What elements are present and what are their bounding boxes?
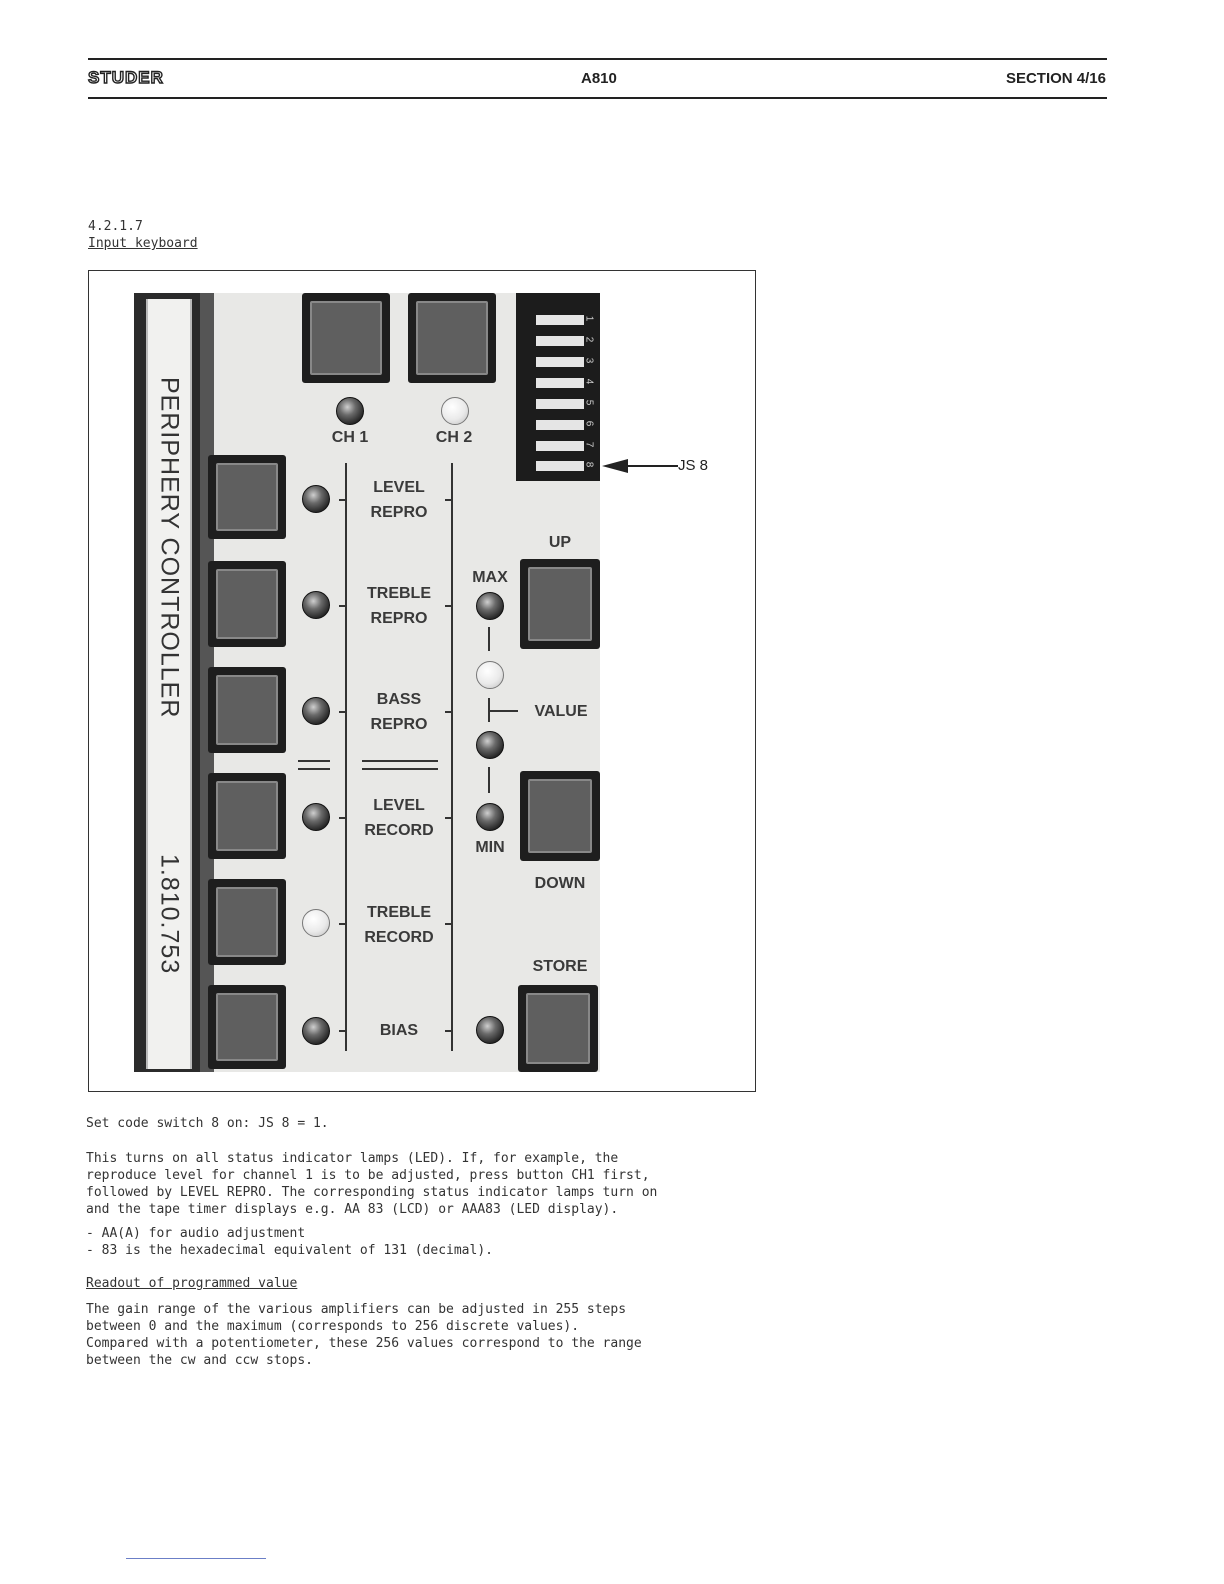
label-level-repro-line1: LEVEL bbox=[373, 479, 425, 496]
label-treble-repro bbox=[348, 581, 450, 631]
down-button[interactable] bbox=[520, 771, 600, 861]
dip-switch-8[interactable] bbox=[536, 461, 584, 471]
separator-left-2 bbox=[298, 768, 330, 770]
js8-arrow-head bbox=[602, 459, 628, 473]
para2-line4: between the cw and ccw stops. bbox=[86, 1353, 313, 1368]
value-led-2 bbox=[476, 661, 504, 689]
value-led-max bbox=[476, 592, 504, 620]
level-repro-led bbox=[302, 485, 330, 513]
ch1-label: CH 1 bbox=[331, 429, 369, 446]
heading-number: 4.2.1.7 bbox=[88, 219, 143, 234]
scale-line-1 bbox=[488, 627, 490, 651]
ch2-label: CH 2 bbox=[435, 429, 473, 446]
keyboard-photo bbox=[134, 293, 600, 1072]
label-treble-repro-line2: REPRO bbox=[370, 610, 428, 627]
heading-title: Input keyboard bbox=[88, 236, 198, 251]
dip-number-8: 8 bbox=[583, 461, 595, 468]
right-guide-line bbox=[451, 463, 453, 1051]
code-switch-js bbox=[516, 293, 600, 481]
bias-button[interactable] bbox=[208, 985, 286, 1069]
subheading-readout: Readout of programmed value bbox=[86, 1276, 298, 1291]
dip-number-3: 3 bbox=[583, 357, 595, 364]
scale-min-label: MIN bbox=[475, 839, 505, 856]
js8-callout-label: JS 8 bbox=[678, 457, 709, 474]
treble-repro-button[interactable] bbox=[208, 561, 286, 647]
value-led-min bbox=[476, 803, 504, 831]
store-button[interactable] bbox=[518, 985, 598, 1072]
treble-record-button[interactable] bbox=[208, 879, 286, 965]
dip-switch-6[interactable] bbox=[536, 420, 584, 430]
tick-treble-record-left bbox=[339, 923, 347, 925]
dip-switch-3[interactable] bbox=[536, 357, 584, 367]
value-led-3 bbox=[476, 731, 504, 759]
dip-switch-1[interactable] bbox=[536, 315, 584, 325]
scale-max-label: MAX bbox=[472, 569, 508, 586]
level-repro-button[interactable] bbox=[208, 455, 286, 539]
scale-line-3 bbox=[488, 767, 490, 793]
label-treble-record bbox=[348, 900, 450, 950]
treble-repro-led bbox=[302, 591, 330, 619]
value-pointer bbox=[488, 710, 518, 712]
up-button[interactable] bbox=[520, 559, 600, 649]
label-level-record-line2: RECORD bbox=[364, 822, 434, 839]
para1-line4: and the tape timer displays e.g. AA 83 (LCD) or AAA83 (LED display). bbox=[86, 1202, 619, 1217]
label-card-title: PERIPHERY CONTROLLER bbox=[155, 377, 184, 719]
dip-number-4: 4 bbox=[583, 378, 595, 385]
para1-line3: followed by LEVEL REPRO. The corresponding status indicator lamps turn on bbox=[86, 1185, 658, 1200]
down-label: DOWN bbox=[534, 875, 586, 892]
label-bass-repro-line2: REPRO bbox=[370, 716, 428, 733]
label-level-record-line1: LEVEL bbox=[373, 797, 425, 814]
value-label: VALUE bbox=[534, 703, 588, 720]
section-number: SECTION 4/16 bbox=[1005, 70, 1106, 87]
para1-line2: reproduce level for channel 1 is to be adjusted, press button CH1 first, bbox=[86, 1168, 650, 1183]
paragraph-gain-range bbox=[86, 1301, 796, 1369]
bullet-hexadecimal: - 83 is the hexadecimal equivalent of 131 (decimal). bbox=[86, 1243, 493, 1258]
level-record-led bbox=[302, 803, 330, 831]
label-treble-record-line2: RECORD bbox=[364, 929, 434, 946]
label-treble-repro-line1: TREBLE bbox=[367, 585, 431, 602]
dip-switch-5[interactable] bbox=[536, 399, 584, 409]
para2-line3: Compared with a potentiometer, these 256 values correspond to the range bbox=[86, 1336, 642, 1351]
treble-record-led bbox=[302, 909, 330, 937]
separator-center-1 bbox=[362, 760, 438, 762]
store-led bbox=[476, 1016, 504, 1044]
ch2-button[interactable] bbox=[408, 293, 496, 383]
tick-level-record-left bbox=[339, 817, 347, 819]
dip-number-7: 7 bbox=[583, 441, 595, 448]
set-code-line: Set code switch 8 on: JS 8 = 1. bbox=[86, 1116, 329, 1131]
dip-number-1: 1 bbox=[583, 315, 595, 322]
tick-level-repro-left bbox=[339, 499, 347, 501]
dip-number-5: 5 bbox=[583, 399, 595, 406]
tick-bass-repro-left bbox=[339, 711, 347, 713]
footer-rule bbox=[126, 1558, 266, 1559]
bullet-audio-adjustment: - AA(A) for audio adjustment bbox=[86, 1226, 306, 1241]
dip-switch-4[interactable] bbox=[536, 378, 584, 388]
model-name: A810 bbox=[581, 70, 617, 87]
separator-center-2 bbox=[362, 768, 438, 770]
label-bias: BIAS bbox=[379, 1022, 419, 1039]
para2-line1: The gain range of the various amplifiers can be adjusted in 255 steps bbox=[86, 1302, 627, 1317]
label-card bbox=[146, 299, 192, 1069]
paragraph-status-lamps bbox=[86, 1150, 796, 1218]
dip-number-2: 2 bbox=[583, 336, 595, 343]
header-rule-top bbox=[88, 58, 1107, 60]
para1-line1: This turns on all status indicator lamps (LED). If, for example, the bbox=[86, 1151, 619, 1166]
tick-treble-repro-left bbox=[339, 605, 347, 607]
separator-left-1 bbox=[298, 760, 330, 762]
dip-switch-2[interactable] bbox=[536, 336, 584, 346]
label-bass-repro-line1: BASS bbox=[376, 691, 422, 708]
bass-repro-button[interactable] bbox=[208, 667, 286, 753]
left-guide-line bbox=[345, 463, 347, 1051]
header-rule-bottom bbox=[88, 97, 1107, 99]
para2-line2: between 0 and the maximum (corresponds to 256 discrete values). bbox=[86, 1319, 580, 1334]
dip-switch-7[interactable] bbox=[536, 441, 584, 451]
label-bass-repro bbox=[348, 687, 450, 737]
up-label: UP bbox=[548, 534, 572, 551]
ch2-led bbox=[441, 397, 469, 425]
label-level-repro-line2: REPRO bbox=[370, 504, 428, 521]
ch1-button[interactable] bbox=[302, 293, 390, 383]
brand-logo: STUDER bbox=[88, 68, 164, 87]
label-card-part: 1.810.753 bbox=[155, 854, 184, 975]
label-strip bbox=[134, 293, 200, 1072]
dip-number-6: 6 bbox=[583, 420, 595, 427]
bass-repro-led bbox=[302, 697, 330, 725]
tick-bias-left bbox=[339, 1030, 347, 1032]
js8-arrow bbox=[600, 458, 680, 474]
label-level-repro bbox=[348, 475, 450, 525]
bias-led bbox=[302, 1017, 330, 1045]
store-label: STORE bbox=[532, 958, 588, 975]
label-treble-record-line1: TREBLE bbox=[367, 904, 431, 921]
ch1-led bbox=[336, 397, 364, 425]
level-record-button[interactable] bbox=[208, 773, 286, 859]
label-level-record bbox=[348, 793, 450, 843]
